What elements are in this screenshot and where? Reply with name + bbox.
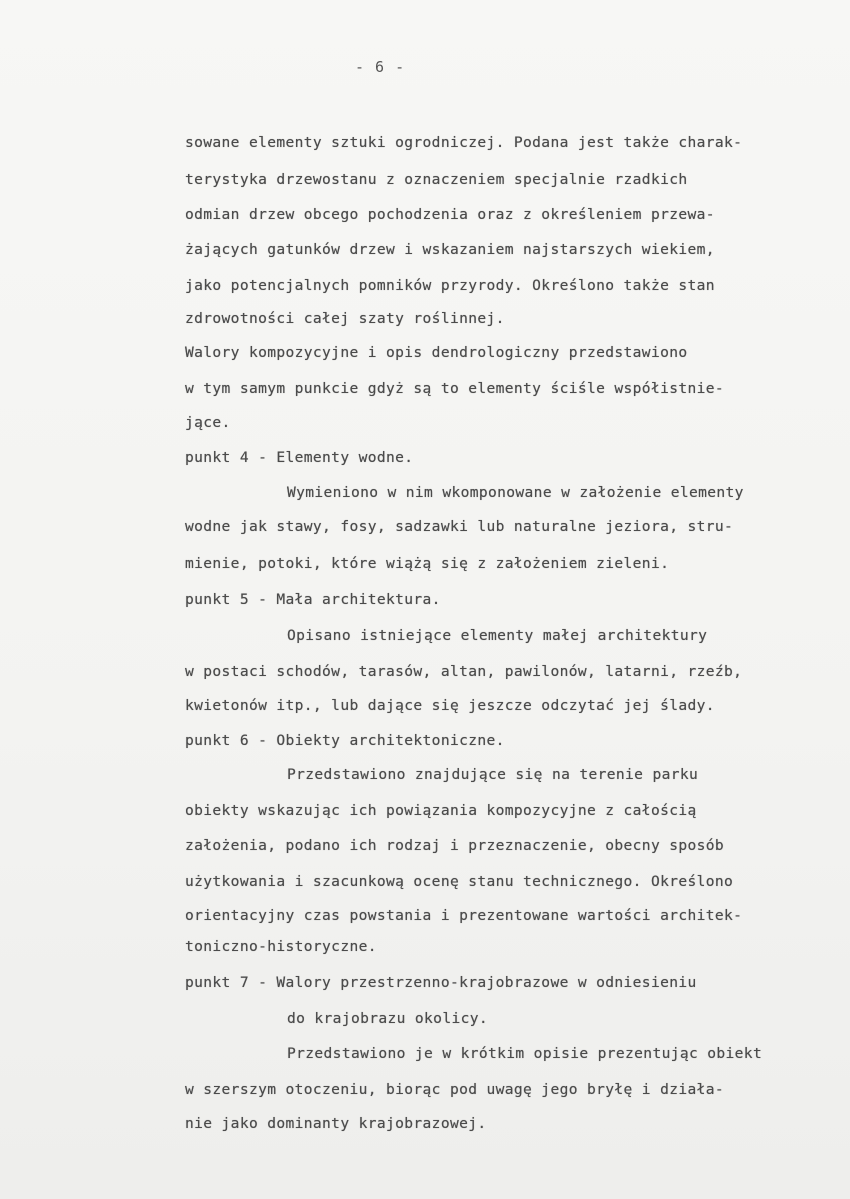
text-line: Walory kompozycyjne i opis dendrologiczny przedstawiono [185,344,688,361]
text-line: jące. [185,414,231,431]
text-line: kwietonów itp., lub dające się jeszcze odczytać jej ślady. [185,697,715,714]
section-heading-continued: do krajobrazu okolicy. [287,1010,488,1027]
text-line: wodne jak stawy, fosy, sadzawki lub naturalne jeziora, stru- [185,518,734,535]
text-line: żających gatunków drzew i wskazaniem najstarszych wiekiem, [185,241,715,258]
text-line: odmian drzew obcego pochodzenia oraz z określeniem przewa- [185,206,715,223]
section-heading: punkt 6 - Obiekty architektoniczne. [185,732,505,749]
text-line: jako potencjalnych pomników przyrody. Określono także stan [185,277,715,294]
text-line: w tym samym punkcie gdyż są to elementy ściśle współistnie- [185,380,725,397]
section-heading: punkt 7 - Walory przestrzenno-krajobrazowe w odniesieniu [185,974,697,991]
text-line: Opisano istniejące elementy małej architektury [287,627,708,644]
text-line: założenia, podano ich rodzaj i przeznaczenie, obecny sposób [185,837,725,854]
text-line: w postaci schodów, tarasów, altan, pawilonów, latarni, rzeźb, [185,663,743,680]
text-line: Przedstawiono znajdujące się na terenie parku [287,766,699,783]
text-line: orientacyjny czas powstania i prezentowane wartości architek- [185,907,743,924]
text-line: w szerszym otoczeniu, biorąc pod uwagę jego bryłę i działa- [185,1081,725,1098]
text-line: obiekty wskazując ich powiązania kompozycyjne z całością [185,802,697,819]
section-heading: punkt 5 - Mała architektura. [185,591,441,608]
text-line: Wymieniono w nim wkomponowane w założenie elementy [287,484,744,501]
text-line: Przedstawiono je w krótkim opisie prezentując obiekt [287,1045,763,1062]
text-line: mienie, potoki, które wiążą się z założeniem zieleni. [185,555,670,572]
section-heading: punkt 4 - Elementy wodne. [185,449,414,466]
text-line: zdrowotności całej szaty roślinnej. [185,310,505,327]
text-line: nie jako dominanty krajobrazowej. [185,1115,487,1132]
page-number: - 6 - [355,58,406,76]
text-line: toniczno-historyczne. [185,938,377,955]
text-line: sowane elementy sztuki ogrodniczej. Podana jest także charak- [185,134,743,151]
text-line: terystyka drzewostanu z oznaczeniem specjalnie rzadkich [185,171,688,188]
text-line: użytkowania i szacunkową ocenę stanu technicznego. Określono [185,873,734,890]
